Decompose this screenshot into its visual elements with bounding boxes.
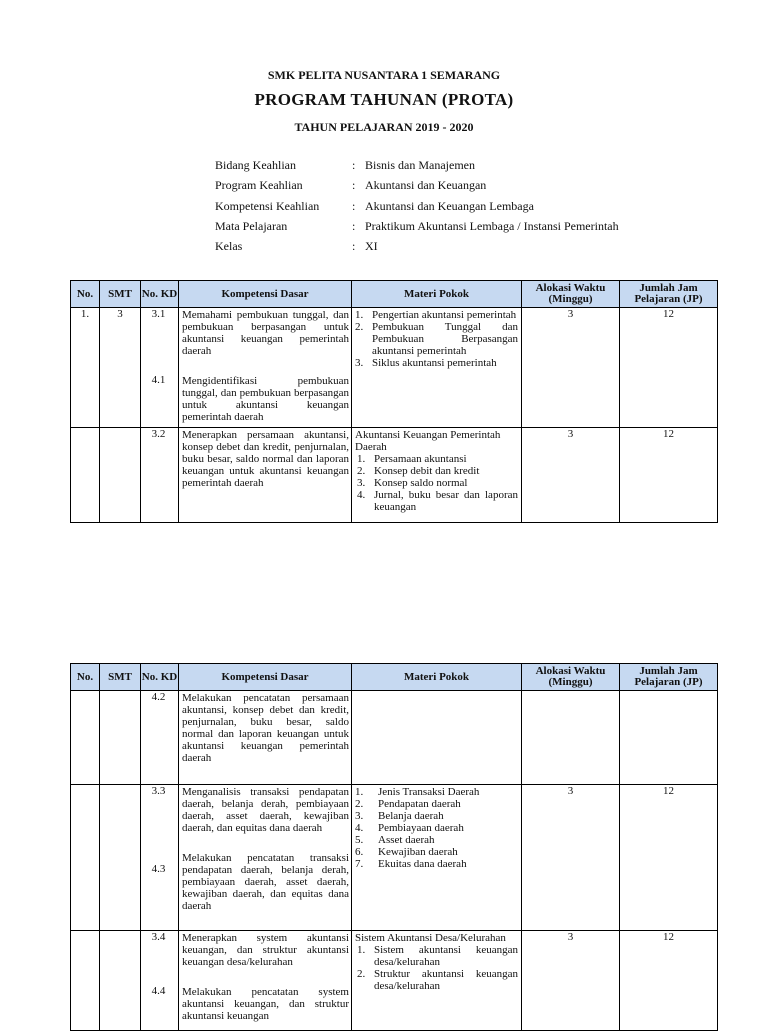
table-row	[71, 691, 718, 785]
prota-table-2	[70, 663, 718, 1031]
cell-jp: 12	[620, 785, 718, 931]
info-value: Akuntansi dan Keuangan Lembaga	[365, 198, 534, 213]
col-header-no: No.	[71, 281, 100, 308]
materi-heading: Sistem Akuntansi Desa/Kelurahan	[355, 932, 506, 944]
info-row	[215, 199, 715, 219]
cell-jp: 12	[620, 428, 718, 523]
table-row	[71, 785, 718, 931]
table-row	[71, 308, 718, 428]
list-item: 1. Jenis Transaksi Daerah	[355, 786, 480, 798]
list-item: 3. Konsep saldo normal	[357, 477, 468, 489]
list-item: 1. Sistem akuntansi keuangan desa/kelurahan	[357, 944, 518, 968]
info-label: Kelas	[215, 239, 243, 254]
kd-number: 3.1	[151, 308, 166, 320]
cell-kompetensi	[179, 308, 352, 428]
cell-kd	[141, 931, 179, 1031]
cell-jp: 12	[620, 308, 718, 428]
materi-heading: Akuntansi Keuangan Pemerintah Daerah	[355, 429, 501, 453]
col-header-jp: Jumlah Jam Pelajaran (JP)	[620, 664, 718, 691]
list-item: 2. Konsep debit dan kredit	[357, 465, 480, 477]
kompetensi-text: Menerapkan system akuntansi keuangan, dan struktur akuntansi keuangan desa/kelurahan	[182, 932, 349, 968]
info-colon: :	[352, 198, 356, 213]
kd-number: 3.3	[151, 785, 166, 797]
kompetensi-text: Mengidentifikasi pembukuan tunggal, dan pembukuan berpasangan untuk akuntansi keuangan pemerintah daerah	[182, 375, 349, 423]
list-item: 2. Pendapatan daerah	[355, 798, 461, 810]
kompetensi-text: Menganalisis transaksi pendapatan daerah, belanja derah, pembiayaan daerah, asset daerah, kewajiban daerah, dan equitas dana daerah	[182, 786, 349, 834]
academic-year: TAHUN PELAJARAN 2019 - 2020	[294, 120, 474, 134]
cell-alokasi: 3	[522, 308, 620, 428]
info-label: Mata Pelajaran	[215, 218, 288, 233]
cell-smt: 3	[100, 308, 141, 428]
info-label: Kompetensi Keahlian	[215, 198, 320, 213]
col-header-kompetensi: Kompetensi Dasar	[179, 281, 352, 308]
cell-materi	[352, 308, 522, 428]
col-header-alokasi: Alokasi Waktu (Minggu)	[522, 664, 620, 691]
col-header-materi: Materi Pokok	[352, 664, 522, 691]
cell-alokasi: 3	[522, 428, 620, 523]
cell-materi	[352, 931, 522, 1031]
cell-no	[71, 785, 100, 931]
school-name: SMK PELITA NUSANTARA 1 SEMARANG	[267, 68, 501, 82]
cell-jp	[620, 691, 718, 785]
kompetensi-text: Memahami pembukuan tunggal, dan pembukuan berpasangan untuk akuntansi keuangan pemerintah daerah	[182, 309, 349, 357]
cell-kompetensi	[179, 931, 352, 1031]
list-item: 3. Belanja daerah	[355, 810, 444, 822]
info-block	[215, 158, 715, 259]
kd-number: 4.3	[151, 863, 166, 875]
cell-kd	[141, 691, 179, 785]
materi-list	[355, 453, 518, 513]
table-header-row	[71, 281, 718, 308]
list-item: 4. Pembiayaan daerah	[355, 822, 464, 834]
col-header-no: No.	[71, 664, 100, 691]
table-row	[71, 428, 718, 523]
info-label: Bidang Keahlian	[215, 158, 296, 172]
kompetensi-text: Melakukan pencatatan persamaan akuntansi, konsep debet dan kredit, penjurnalan, buku besar, saldo normal dan laporan keuangan untuk akuntansi keuangan pemerintah daerah	[182, 692, 349, 764]
col-header-materi: Materi Pokok	[352, 281, 522, 308]
kd-number: 3.4	[151, 931, 166, 943]
prota-table-1	[70, 280, 718, 523]
cell-smt	[100, 931, 141, 1031]
cell-no	[71, 931, 100, 1031]
list-item: 3. Siklus akuntansi pemerintah	[355, 357, 497, 369]
col-header-alokasi: Alokasi Waktu (Minggu)	[522, 281, 620, 308]
col-header-kd: No. KD	[141, 281, 179, 308]
kd-number: 3.2	[151, 428, 166, 440]
cell-alokasi: 3	[522, 785, 620, 931]
col-header-smt: SMT	[100, 281, 141, 308]
info-row	[215, 158, 715, 178]
list-item: 2. Pembukuan Tunggal dan Pembukuan Berpasangan akuntansi pemerintah	[355, 321, 518, 357]
info-value: XI	[365, 239, 378, 254]
info-colon: :	[352, 158, 356, 172]
materi-list	[355, 786, 518, 870]
info-value: Praktikum Akuntansi Lembaga / Instansi Pemerintah	[365, 218, 619, 233]
info-colon: :	[352, 239, 356, 254]
info-value: Bisnis dan Manajemen	[365, 158, 475, 172]
materi-list	[355, 309, 518, 369]
table-row	[71, 931, 718, 1031]
info-colon: :	[352, 178, 356, 193]
list-item: 4. Jurnal, buku besar dan laporan keuangan	[357, 489, 518, 513]
list-item: 1. Pengertian akuntansi pemerintah	[355, 309, 517, 321]
kompetensi-text: Melakukan pencatatan system akuntansi keuangan, dan struktur akuntansi keuangan	[182, 986, 349, 1022]
cell-alokasi: 3	[522, 931, 620, 1031]
list-item: 2. Struktur akuntansi keuangan desa/kelurahan	[357, 968, 518, 992]
info-row	[215, 219, 715, 239]
col-header-smt: SMT	[100, 664, 141, 691]
table-header-row	[71, 664, 718, 691]
cell-smt	[100, 428, 141, 523]
cell-no: 1.	[71, 308, 100, 428]
cell-materi	[352, 428, 522, 523]
list-item: 6. Kewajiban daerah	[355, 846, 458, 858]
col-header-kd: No. KD	[141, 664, 179, 691]
kd-number: 4.2	[151, 691, 166, 703]
col-header-kompetensi: Kompetensi Dasar	[179, 664, 352, 691]
cell-materi	[352, 691, 522, 785]
cell-no	[71, 691, 100, 785]
cell-smt	[100, 691, 141, 785]
cell-kd	[141, 428, 179, 523]
cell-no	[71, 428, 100, 523]
info-colon: :	[352, 218, 356, 233]
cell-kompetensi	[179, 785, 352, 931]
kompetensi-text: Melakukan pencatatan transaksi pendapatan daerah, belanja derah, pembiayaan daerah, asset daerah, kewajiban daerah, dan equitas dana daerah	[182, 852, 349, 912]
info-row	[215, 239, 715, 259]
kompetensi-text: Menerapkan persamaan akuntansi, konsep debet dan kredit, penjurnalan, buku besar, saldo normal dan laporan keuangan untuk akuntansi keuangan pemerintah daerah	[182, 429, 349, 489]
cell-kompetensi	[179, 691, 352, 785]
materi-list	[355, 944, 518, 992]
col-header-jp: Jumlah Jam Pelajaran (JP)	[620, 281, 718, 308]
info-row	[215, 178, 715, 198]
kd-number: 4.1	[151, 374, 166, 386]
cell-smt	[100, 785, 141, 931]
page-title: PROGRAM TAHUNAN (PROTA)	[254, 90, 514, 109]
cell-jp: 12	[620, 931, 718, 1031]
kd-number: 4.4	[151, 985, 166, 997]
cell-alokasi	[522, 691, 620, 785]
info-label: Program Keahlian	[215, 178, 303, 193]
cell-kompetensi	[179, 428, 352, 523]
list-item: 1. Persamaan akuntansi	[357, 453, 467, 465]
list-item: 7. Ekuitas dana daerah	[355, 858, 467, 870]
cell-kd	[141, 785, 179, 931]
list-item: 5. Asset daerah	[355, 834, 435, 846]
cell-materi	[352, 785, 522, 931]
cell-kd	[141, 308, 179, 428]
info-value: Akuntansi dan Keuangan	[365, 178, 487, 193]
